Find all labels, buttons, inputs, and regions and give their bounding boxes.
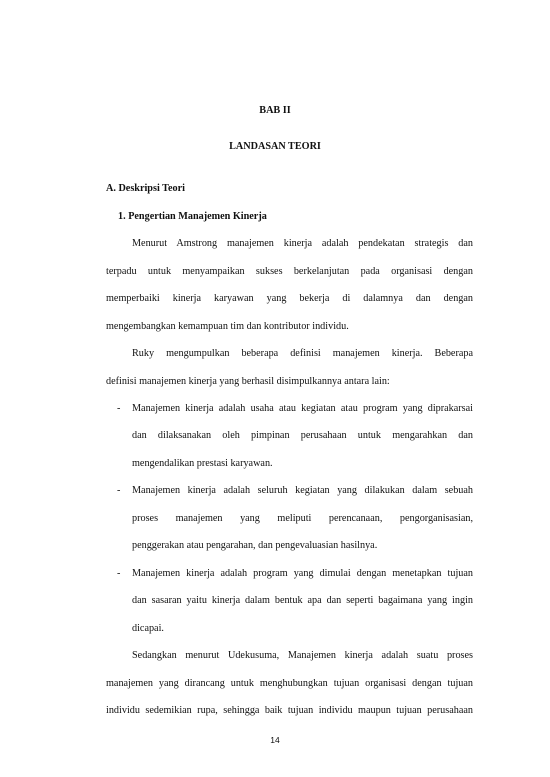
list-item-line: Manajemen kinerja adalah seluruh kegiatan yang dilakukan dalam sebuah [132, 485, 473, 496]
paragraph-line: definisi manajemen kinerja yang berhasil disimpulkannya antara lain: [106, 376, 390, 387]
paragraph-line: memperbaiki kinerja karyawan yang bekerja di dalamnya dan dengan [106, 293, 473, 304]
paragraph-line: Menurut Amstrong manajemen kinerja adalah pendekatan strategis dan [132, 238, 473, 249]
list-bullet: - [117, 403, 121, 414]
list-item-line: proses manajemen yang meliputi perencanaan, pengorganisasian, [132, 513, 473, 524]
chapter-title: LANDASAN TEORI [229, 141, 321, 152]
list-item-line: dan dilaksanakan oleh pimpinan perusahaan untuk mengarahkan dan [132, 430, 473, 441]
list-bullet: - [117, 485, 121, 496]
list-bullet: - [117, 568, 121, 579]
list-item-line: dicapai. [132, 623, 164, 634]
section-heading: A. Deskripsi Teori [106, 183, 185, 194]
list-item-line: mengendalikan prestasi karyawan. [132, 458, 273, 469]
paragraph-line: manajemen yang dirancang untuk menghubungkan tujuan organisasi dengan tujuan [106, 678, 473, 689]
subsection-heading: 1. Pengertian Manajemen Kinerja [118, 211, 267, 222]
list-item-line: Manajemen kinerja adalah usaha atau kegiatan atau program yang diprakarsai [132, 403, 473, 414]
paragraph-line: terpadu untuk menyampaikan sukses berkelanjutan pada organisasi dengan [106, 266, 473, 277]
chapter-number: BAB II [259, 105, 291, 116]
paragraph-line: Ruky mengumpulkan beberapa definisi manajemen kinerja. Beberapa [132, 348, 473, 359]
page-number: 14 [270, 735, 280, 745]
list-item-line: Manajemen kinerja adalah program yang dimulai dengan menetapkan tujuan [132, 568, 473, 579]
paragraph-line: Sedangkan menurut Udekusuma, Manajemen kinerja adalah suatu proses [132, 650, 473, 661]
paragraph-line: mengembangkan kemampuan tim dan kontributor individu. [106, 321, 349, 332]
list-item-line: penggerakan atau pengarahan, dan pengevaluasian hasilnya. [132, 540, 378, 551]
paragraph-line: individu sedemikian rupa, sehingga baik tujuan individu maupun tujuan perusahaan [106, 705, 473, 716]
list-item-line: dan sasaran yaitu kinerja dalam bentuk apa dan seperti bagaimana yang ingin [132, 595, 473, 606]
